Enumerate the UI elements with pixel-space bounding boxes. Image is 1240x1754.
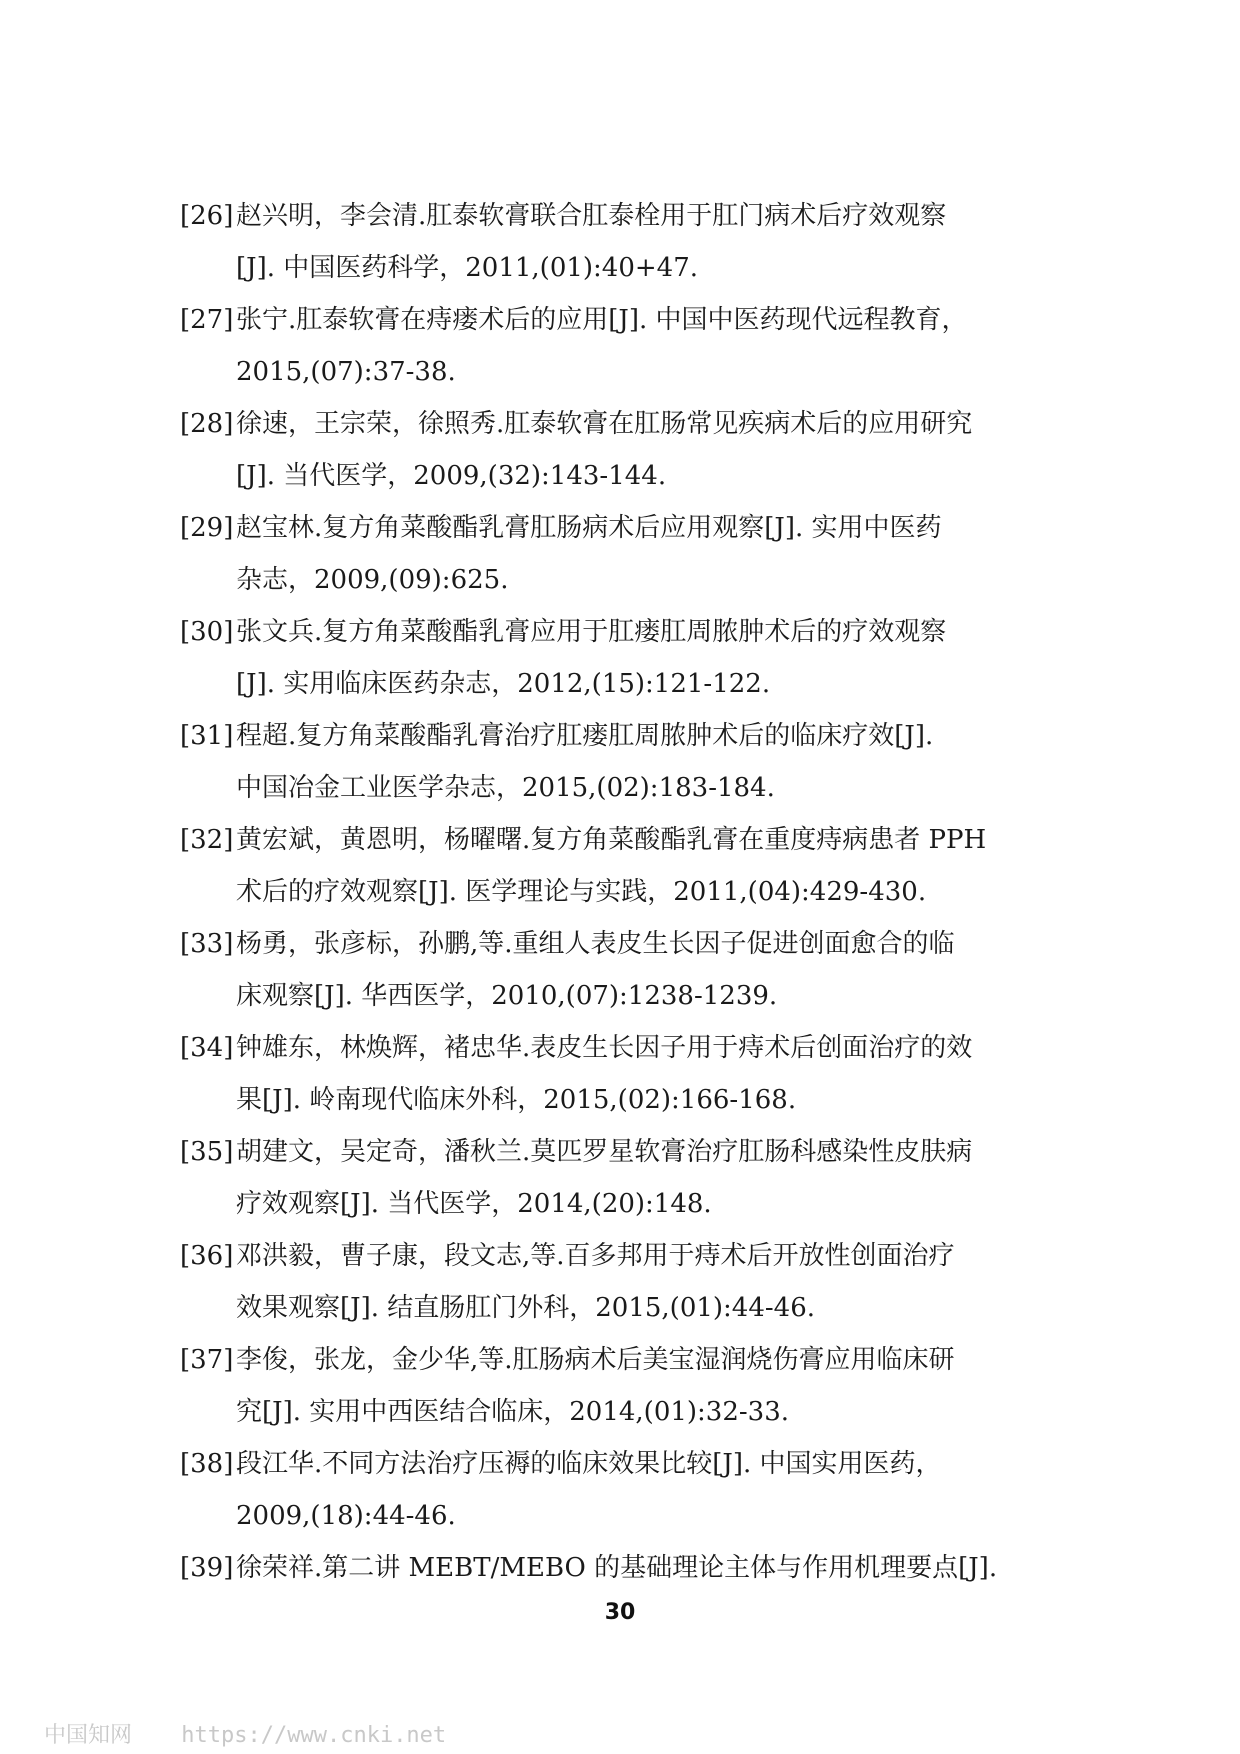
reference-number: [35] xyxy=(180,1137,234,1167)
reference-item xyxy=(180,398,1100,502)
reference-text-line: [J]. 中国医药科学，2011,(01):40+47. xyxy=(236,253,699,283)
reference-text-line: 2009,(18):44-46. xyxy=(236,1501,456,1531)
reference-number: [28] xyxy=(180,409,234,439)
reference-number: [38] xyxy=(180,1449,234,1479)
reference-item xyxy=(180,1126,1100,1230)
reference-text-line: [J]. 实用临床医药杂志，2012,(15):121-122. xyxy=(236,669,771,699)
reference-number: [30] xyxy=(180,617,234,647)
reference-text-line: 杂志，2009,(09):625. xyxy=(236,565,509,595)
reference-item xyxy=(180,710,1100,814)
reference-item xyxy=(180,1022,1100,1126)
reference-text-line: 究[J]. 实用中西医结合临床，2014,(01):32-33. xyxy=(236,1397,790,1427)
watermark-site-name: 中国知网 xyxy=(44,1723,133,1748)
reference-text-line: 2015,(07):37-38. xyxy=(236,357,456,387)
reference-text-line: [J]. 当代医学，2009,(32):143-144. xyxy=(236,461,667,491)
reference-item xyxy=(180,606,1100,710)
page-number: 30 xyxy=(604,1600,636,1625)
reference-item xyxy=(180,1230,1100,1334)
reference-number: [32] xyxy=(180,825,234,855)
reference-text-line: 赵兴明，李会清.肛泰软膏联合肛泰栓用于肛门病术后疗效观察 xyxy=(236,201,947,231)
reference-text-line: 黄宏斌，黄恩明，杨曜曙.复方角菜酸酯乳膏在重度痔病患者 PPH xyxy=(236,825,987,855)
reference-item xyxy=(180,1334,1100,1438)
reference-number: [29] xyxy=(180,513,234,543)
reference-text-line: 徐荣祥.第二讲 MEBT/MEBO 的基础理论主体与作用机理要点[J]. xyxy=(236,1553,998,1583)
reference-text-line: 胡建文，吴定奇，潘秋兰.莫匹罗星软膏治疗肛肠科感染性皮肤病 xyxy=(236,1137,973,1167)
reference-text-line: 张宁.肛泰软膏在痔瘘术后的应用[J]. 中国中医药现代远程教育， xyxy=(236,305,968,335)
reference-text-line: 李俊，张龙，金少华,等.肛肠病术后美宝湿润烧伤膏应用临床研 xyxy=(236,1345,955,1375)
reference-text-line: 钟雄东，林焕辉，褚忠华.表皮生长因子用于痔术后创面治疗的效 xyxy=(236,1033,973,1063)
reference-number: [26] xyxy=(180,201,234,231)
reference-text-line: 疗效观察[J]. 当代医学，2014,(20):148. xyxy=(236,1189,712,1219)
reference-text-line: 果[J]. 岭南现代临床外科，2015,(02):166-168. xyxy=(236,1085,797,1115)
reference-item xyxy=(180,502,1100,606)
reference-number: [31] xyxy=(180,721,234,751)
watermark-url: https://www.cnki.net xyxy=(181,1723,447,1748)
reference-number: [27] xyxy=(180,305,234,335)
reference-item xyxy=(180,1438,1100,1542)
reference-number: [37] xyxy=(180,1345,234,1375)
reference-text-line: 徐速，王宗荣，徐照秀.肛泰软膏在肛肠常见疾病术后的应用研究 xyxy=(236,409,973,439)
reference-item xyxy=(180,1542,1100,1594)
cnki-watermark xyxy=(44,1718,446,1749)
reference-text-line: 邓洪毅，曹子康，段文志,等.百多邦用于痔术后开放性创面治疗 xyxy=(236,1241,955,1271)
reference-text-line: 杨勇，张彦标，孙鹏,等.重组人表皮生长因子促进创面愈合的临 xyxy=(236,929,955,959)
reference-text-line: 程超.复方角菜酸酯乳膏治疗肛瘘肛周脓肿术后的临床疗效[J]. xyxy=(236,721,934,751)
reference-number: [33] xyxy=(180,929,234,959)
reference-number: [39] xyxy=(180,1553,234,1583)
reference-item xyxy=(180,190,1100,294)
reference-text-line: 赵宝林.复方角菜酸酯乳膏肛肠病术后应用观察[J]. 实用中医药 xyxy=(236,513,942,543)
reference-item xyxy=(180,294,1100,398)
reference-text-line: 术后的疗效观察[J]. 医学理论与实践，2011,(04):429-430. xyxy=(236,877,927,907)
reference-text-line: 张文兵.复方角菜酸酯乳膏应用于肛瘘肛周脓肿术后的疗效观察 xyxy=(236,617,947,647)
reference-text-line: 中国冶金工业医学杂志，2015,(02):183-184. xyxy=(236,773,775,803)
reference-text-line: 床观察[J]. 华西医学，2010,(07):1238-1239. xyxy=(236,981,778,1011)
reference-item xyxy=(180,918,1100,1022)
reference-number: [36] xyxy=(180,1241,234,1271)
reference-text-line: 效果观察[J]. 结直肠肛门外科，2015,(01):44-46. xyxy=(236,1293,816,1323)
reference-number: [34] xyxy=(180,1033,234,1063)
reference-text-line: 段江华.不同方法治疗压褥的临床效果比较[J]. 中国实用医药， xyxy=(236,1449,942,1479)
reference-item xyxy=(180,814,1100,918)
reference-list xyxy=(180,190,1100,1594)
